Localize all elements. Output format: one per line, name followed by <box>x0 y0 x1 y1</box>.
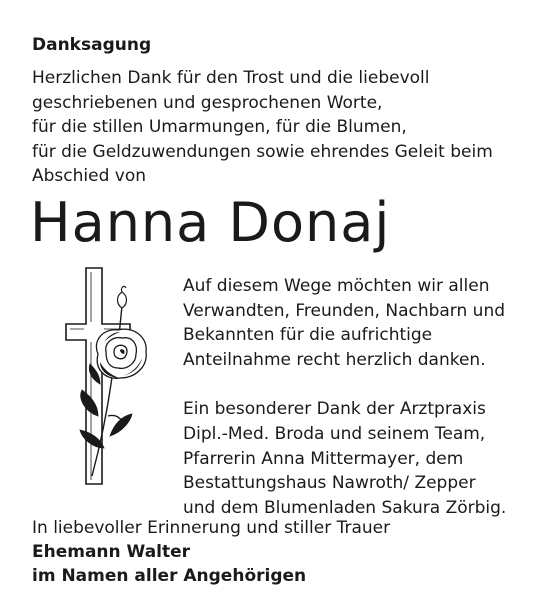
intro-text <box>32 66 532 189</box>
thanks-line: Anteilnahme recht herzlich danken. <box>183 349 486 370</box>
thanks-line: Verwandten, Freunden, Nachbarn und <box>183 300 506 321</box>
intro-line: für die stillen Umarmungen, für die Blumen, <box>32 117 407 138</box>
thanks-line: Dipl.-Med. Broda und seinem Team, <box>183 423 486 444</box>
thanks-line: Auf diesem Wege möchten wir allen <box>183 276 490 296</box>
cross-with-rose-icon <box>64 266 174 506</box>
closing-block <box>32 516 390 588</box>
thanks-line: Bestattungshaus Nawroth/ Zepper <box>183 473 476 494</box>
intro-line: für die Geldzuwendungen sowie ehrendes Geleit beim <box>32 141 493 162</box>
intro-line: Herzlichen Dank für den Trost und die liebevoll <box>32 68 430 88</box>
notice-heading: Danksagung <box>32 35 152 55</box>
thanks-line: Bekannten für die aufrichtige <box>183 325 433 346</box>
thanks-text <box>183 274 533 520</box>
signature-line: im Namen aller Angehörigen <box>32 566 307 586</box>
closing-line: In liebevoller Erinnerung und stiller Trauer <box>32 518 391 538</box>
intro-line: geschriebenen und gesprochenen Worte, <box>32 92 383 113</box>
thanks-line: Ein besonderer Dank der Arztpraxis <box>183 399 486 420</box>
intro-line: Abschied von <box>32 166 147 187</box>
deceased-name: Hanna Donaj <box>30 191 391 254</box>
thanks-line: und dem Blumenladen Sakura Zörbig. <box>183 497 507 518</box>
thanks-line: Pfarrerin Anna Mittermayer, dem <box>183 448 464 469</box>
signature-line: Ehemann Walter <box>32 542 191 562</box>
